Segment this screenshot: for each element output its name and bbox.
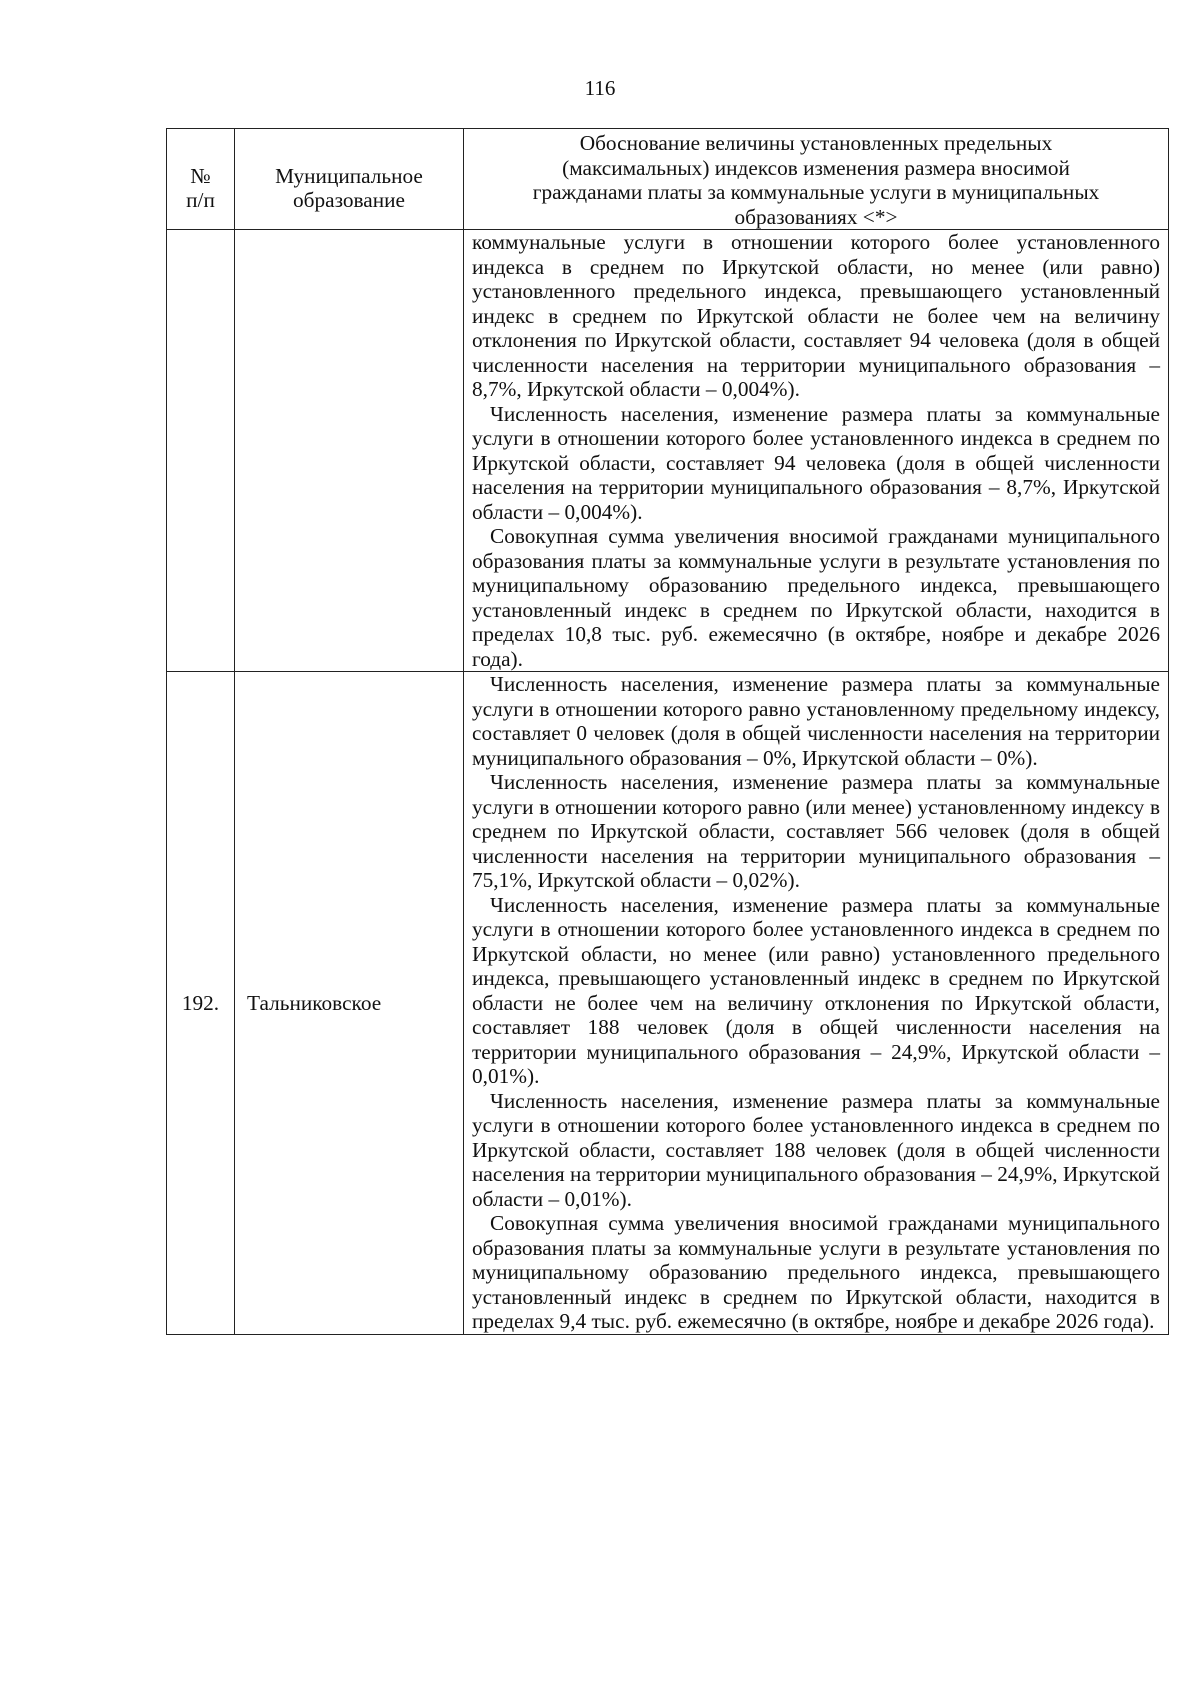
header-municipality-line1: Муниципальное — [275, 163, 423, 188]
header-justification-line3: гражданами платы за коммунальные услуги в муниципальных — [532, 180, 1100, 204]
header-number — [167, 129, 235, 230]
header-number-line2: п/п — [186, 188, 215, 212]
header-justification-line1: Обоснование величины установленных предельных — [579, 131, 1053, 155]
table-row — [167, 672, 1169, 1335]
table-row — [167, 230, 1169, 672]
header-justification-line4: образованиях <*> — [734, 204, 898, 229]
justification-paragraph: Совокупная сумма увеличения вносимой гражданами муниципального образования платы за коммунальные услуги в результате установления по муниципальному образованию предельного индекса, превышающего установленный индекс в среднем по Иркутской области, находится в пределах 10,8 тыс. руб. ежемесячно (в октябре, ноябре и декабре 2026 года). — [472, 524, 1160, 671]
header-municipality-line2: образование — [293, 188, 405, 212]
header-justification-line2: (максимальных) индексов изменения размера вносимой — [562, 155, 1070, 180]
justification-paragraph: Численность населения, изменение размера платы за коммунальные услуги в отношении которого более установленного индекса в среднем по Иркутской области, но менее (или равно) установленного предельного индекса, превышающего установленный индекс в среднем по Иркутской области не более чем на величину отклонения по Иркутской области, составляет 188 человек (доля в общей численности населения на территории муниципального образования – 24,9%, Иркутской области – 0,01%). — [472, 892, 1160, 1088]
justification-paragraph: Численность населения, изменение размера платы за коммунальные услуги в отношении которого более установленного индекса в среднем по Иркутской области, составляет 188 человек (доля в общей численности населения на территории муниципального образования – 24,9%, Иркутской области – 0,01%). — [472, 1088, 1160, 1211]
municipality-name-cell: Тальниковское — [235, 672, 464, 1335]
indices-table — [166, 128, 1169, 1335]
justification-paragraph: Численность населения, изменение размера платы за коммунальные услуги в отношении которого равно установленному предельному индексу, составляет 0 человек (доля в общей численности населения на территории муниципального образования – 0%, Иркутской области – 0%). — [472, 672, 1160, 770]
municipality-name-cell — [235, 230, 464, 672]
row-number-cell: 192. — [167, 672, 235, 1335]
header-number-line1: № — [190, 163, 211, 188]
justification-paragraph: Численность населения, изменение размера платы за коммунальные услуги в отношении которого равно (или менее) установленному индексу в среднем по Иркутской области, составляет 566 человек (доля в общей численности населения на территории муниципального образования – 75,1%, Иркутской области – 0,02%). — [472, 770, 1160, 892]
justification-cell — [464, 230, 1169, 672]
row-number-cell — [167, 230, 235, 672]
justification-paragraph: Численность населения, изменение размера платы за коммунальные услуги в отношении которого более установленного индекса в среднем по Иркутской области, составляет 94 человека (доля в общей численности населения на территории муниципального образования – 8,7%, Иркутской области – 0,004%). — [472, 401, 1160, 524]
header-justification — [464, 129, 1169, 230]
header-municipality — [235, 129, 464, 230]
justification-paragraph: коммунальные услуги в отношении которого более установленного индекса в среднем по Иркутской области, но менее (или равно) установленного предельного индекса, превышающего установленный индекс в среднем по Иркутской области не более чем на величину отклонения по Иркутской области, составляет 94 человека (доля в общей численности населения на территории муниципального образования – 8,7%, Иркутской области – 0,004%). — [472, 230, 1160, 401]
justification-paragraph: Совокупная сумма увеличения вносимой гражданами муниципального образования платы за коммунальные услуги в результате установления по муниципальному образованию предельного индекса, превышающего установленный индекс в среднем по Иркутской области, находится в пределах 9,4 тыс. руб. ежемесячно (в октябре, ноябре и декабре 2026 года). — [472, 1211, 1160, 1333]
page-number: 116 — [584, 76, 616, 100]
justification-cell — [464, 672, 1169, 1335]
table-header-row — [167, 129, 1169, 230]
